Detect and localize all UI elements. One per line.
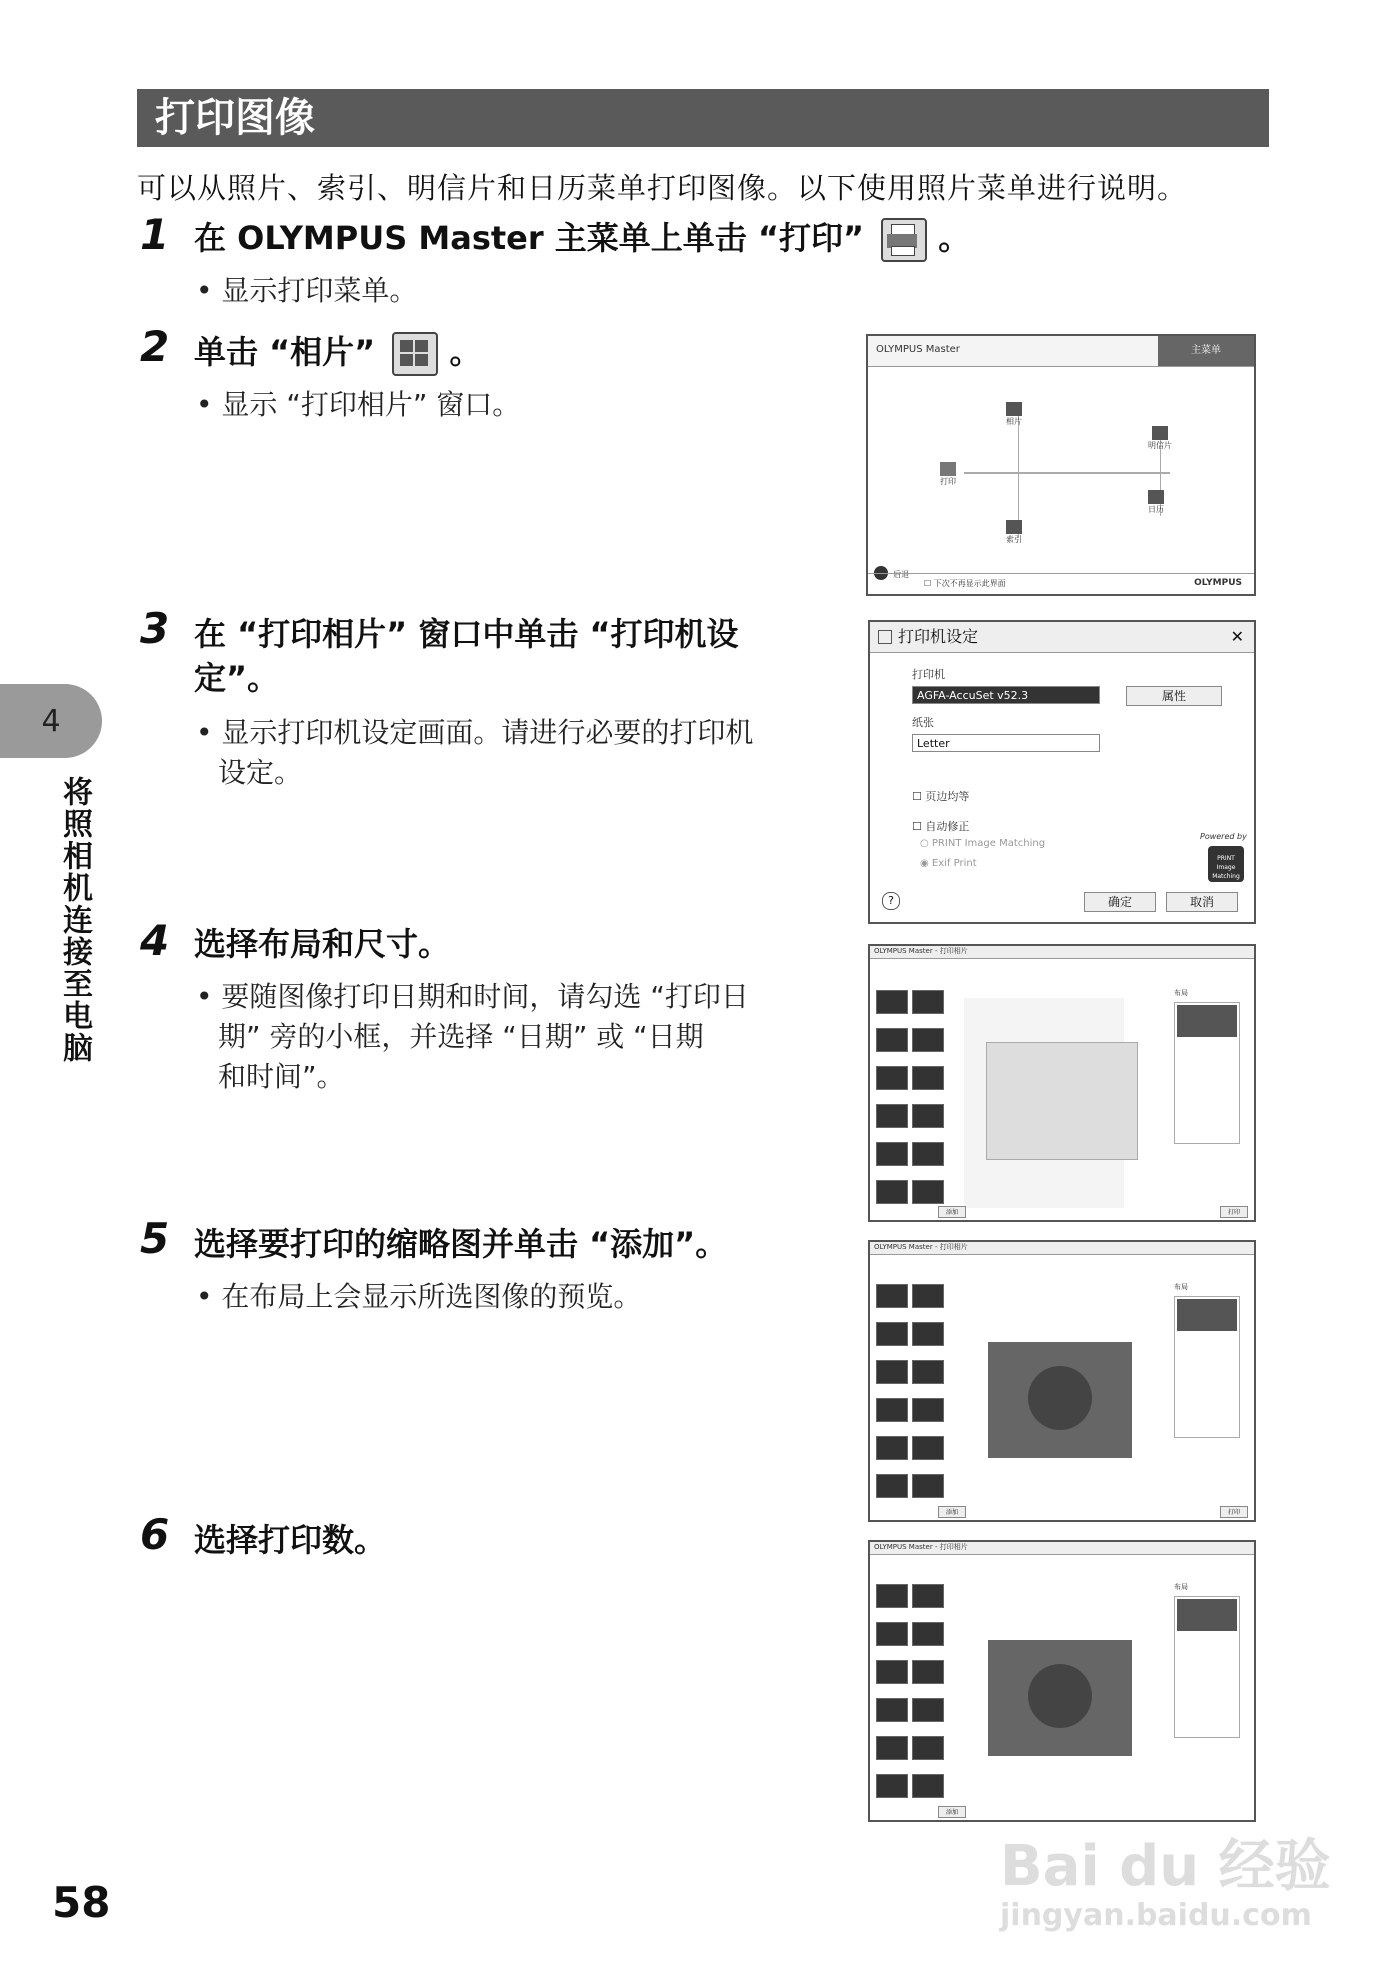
- main-menu-button[interactable]: 主菜单: [1158, 336, 1254, 366]
- layout-label: 布局: [1174, 989, 1188, 997]
- powered-by-label: Powered by: [1200, 832, 1247, 841]
- step-1-number: 1: [140, 210, 170, 259]
- step-2-bullet: • 显示 “打印相片” 窗口。: [196, 388, 521, 421]
- step-6-number: 6: [140, 1510, 170, 1559]
- menu-item-postcard[interactable]: 明信片: [1148, 426, 1172, 451]
- print-window-step4: [868, 944, 1256, 1222]
- step-3-bullet-line2: 设定。: [218, 756, 303, 789]
- step-3-number: 3: [140, 604, 170, 653]
- menu-item-print[interactable]: 打印: [940, 462, 956, 487]
- help-icon[interactable]: ?: [882, 892, 900, 910]
- pim-logo: PRINT Image Matching: [1208, 846, 1244, 882]
- chapter-label: 将照相机连接至电脑: [57, 776, 92, 1064]
- printer-settings-dialog: [868, 620, 1256, 924]
- step-1-bullet: • 显示打印菜单。: [196, 274, 418, 307]
- chapter-tab: 4: [0, 684, 102, 758]
- step-5-bullet: • 在布局上会显示所选图像的预览。: [196, 1280, 642, 1313]
- step-3-text-line1: 在 “打印相片” 窗口中单击 “打印机设: [194, 615, 739, 653]
- add-button[interactable]: 添加: [938, 1206, 966, 1218]
- back-button[interactable]: 后退: [874, 562, 909, 581]
- paper-label: 纸张: [912, 716, 934, 729]
- printer-icon: [878, 630, 892, 644]
- step-4-number: 4: [140, 916, 170, 965]
- flower-preview-image: [988, 1640, 1132, 1756]
- equal-margin-checkbox[interactable]: ☐ 页边均等: [912, 790, 970, 803]
- section-title: 打印图像: [137, 89, 1269, 147]
- ok-button[interactable]: 确定: [1084, 892, 1156, 912]
- step-5-number: 5: [140, 1214, 170, 1263]
- page-number: 58: [52, 1878, 111, 1927]
- baidu-watermark-url: jingyan.baidu.com: [1000, 1898, 1312, 1933]
- printer-icon: [940, 462, 956, 476]
- olympus-logo: OLYMPUS: [1194, 578, 1242, 588]
- dont-show-checkbox[interactable]: ☐ 下次不再显示此界面: [924, 579, 1006, 588]
- paper-select[interactable]: Letter: [912, 734, 1100, 752]
- step-3-bullet-line1: • 显示打印机设定画面。请进行必要的打印机: [196, 716, 754, 749]
- step-5-text: 选择要打印的缩略图并单击 “添加”。: [194, 1225, 728, 1263]
- step-4-bullet-line3: 和时间”。: [218, 1060, 345, 1093]
- pim-radio[interactable]: ○ PRINT Image Matching: [920, 838, 1046, 849]
- print-button[interactable]: 打印: [1220, 1206, 1248, 1218]
- flower-preview-image: [988, 1342, 1132, 1458]
- step-2-label: 单击 “相片”: [194, 333, 376, 371]
- baidu-watermark-logo: Bai du 经验: [1000, 1834, 1331, 1899]
- main-menu-screenshot: [866, 334, 1256, 596]
- photo-icon: [1006, 402, 1022, 416]
- step-4-bullet-line2: 期” 旁的小框，并选择 “日期” 或 “日期: [218, 1020, 704, 1053]
- step-2-text: 单击 “相片” 。: [194, 330, 482, 376]
- step-1-label: 在 OLYMPUS Master 主菜单上单击 “打印”: [194, 219, 865, 257]
- step-4-text: 选择布局和尺寸。: [194, 925, 451, 963]
- auto-correct-checkbox[interactable]: ☐ 自动修正: [912, 820, 970, 833]
- cancel-button[interactable]: 取消: [1166, 892, 1238, 912]
- step-3-text-line2: 定”。: [194, 659, 280, 697]
- properties-button[interactable]: 属性: [1126, 686, 1222, 706]
- exif-radio[interactable]: ◉ Exif Print: [920, 858, 977, 869]
- window-title: OLYMPUS Master - 打印相片: [870, 946, 1254, 959]
- index-icon: [1006, 520, 1022, 534]
- print-window-step6: OLYMPUS Master - 打印相片 布局 添加: [868, 1540, 1256, 1822]
- postcard-icon: [1152, 426, 1168, 440]
- step-1-text: 在 OLYMPUS Master 主菜单上单击 “打印” 。: [194, 216, 970, 262]
- printer-label: 打印机: [912, 668, 945, 681]
- menu-item-calendar[interactable]: 日历: [1148, 490, 1164, 515]
- print-window-step5: OLYMPUS Master - 打印相片 布局 添加 打印: [868, 1240, 1256, 1522]
- dialog-title: 打印机设定: [898, 627, 979, 646]
- photo-grid-icon: [392, 332, 438, 376]
- menu-item-photo[interactable]: 相片: [1006, 402, 1022, 427]
- menu-item-index[interactable]: 索引: [1006, 520, 1022, 545]
- calendar-icon: [1148, 490, 1164, 504]
- close-icon[interactable]: ✕: [1230, 627, 1244, 646]
- intro-text: 可以从照片、索引、明信片和日历菜单打印图像。以下使用照片菜单进行说明。: [137, 171, 1188, 205]
- step-2-number: 2: [140, 322, 170, 371]
- main-menu-title: OLYMPUS Master: [876, 344, 960, 355]
- step-6-text: 选择打印数。: [194, 1521, 387, 1559]
- printer-select[interactable]: AGFA-AccuSet v52.3: [912, 686, 1100, 704]
- printer-icon: [881, 218, 927, 262]
- step-4-bullet-line1: • 要随图像打印日期和时间，请勾选 “打印日: [196, 980, 749, 1013]
